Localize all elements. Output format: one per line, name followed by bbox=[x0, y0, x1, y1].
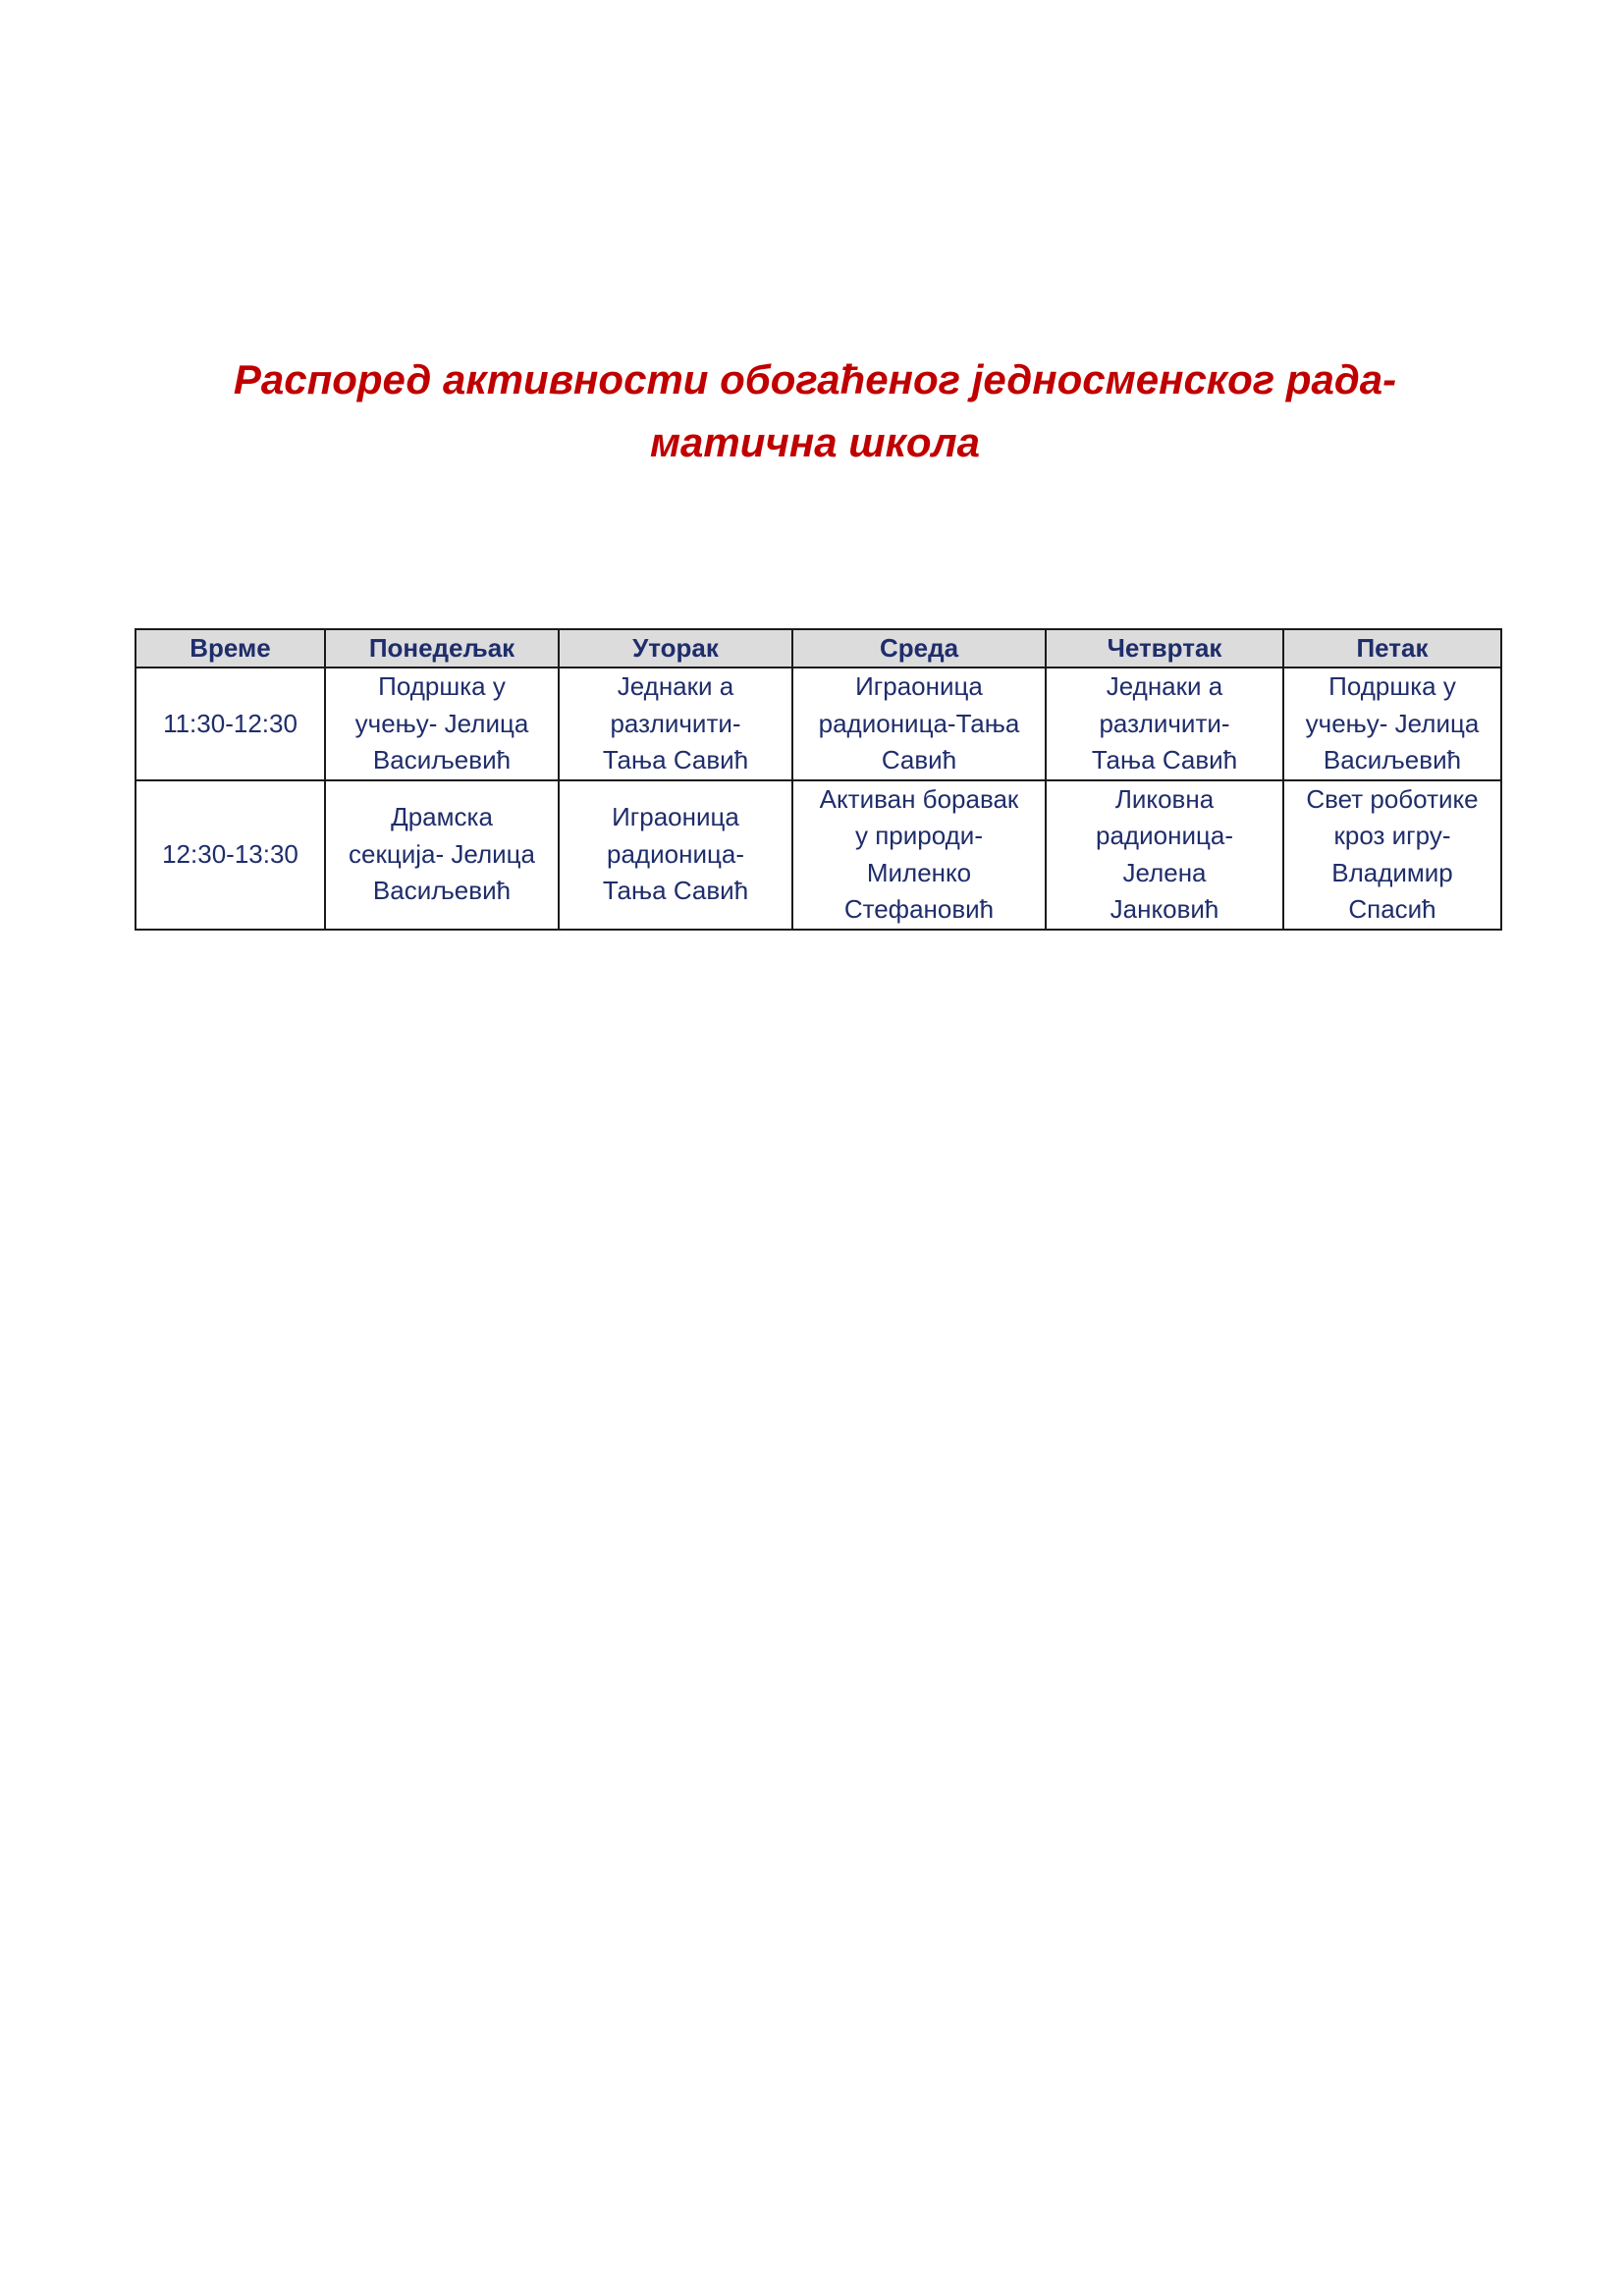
column-header-thursday: Четвртак bbox=[1046, 629, 1283, 667]
cell-line: Стефановић bbox=[843, 894, 995, 924]
cell-line: Ликовна bbox=[1114, 783, 1215, 814]
page-title-line-2: матична школа bbox=[649, 419, 981, 465]
activity-cell-wednesday bbox=[792, 780, 1046, 930]
page-title-line-1: Распоред активности обогаћеног једносменског рада- bbox=[233, 356, 1397, 402]
activity-cell-tuesday bbox=[559, 780, 792, 930]
cell-line: Играоница bbox=[855, 671, 983, 701]
cell-line: кроз игру- bbox=[1333, 821, 1451, 850]
activity-cell-friday bbox=[1283, 780, 1501, 930]
column-header-time: Време bbox=[135, 629, 325, 667]
cell-line: Тања Савић bbox=[602, 745, 749, 774]
activity-cell-friday bbox=[1283, 667, 1501, 780]
time-cell: 12:30-13:30 bbox=[135, 780, 325, 930]
activity-cell-thursday bbox=[1046, 780, 1283, 930]
cell-line: Спасић bbox=[1348, 894, 1436, 924]
cell-line: Свет роботике bbox=[1306, 783, 1479, 814]
cell-line: Савић bbox=[881, 745, 957, 774]
table-row bbox=[135, 780, 1501, 930]
cell-line: Играоница bbox=[612, 802, 739, 832]
activity-cell-monday bbox=[325, 667, 559, 780]
column-header-friday: Петак bbox=[1283, 629, 1501, 667]
cell-line: радионица-Тања bbox=[818, 708, 1020, 738]
cell-line: Јелена bbox=[1122, 857, 1207, 887]
activity-cell-monday bbox=[325, 780, 559, 930]
cell-line: Тања Савић bbox=[602, 876, 749, 906]
column-header-monday: Понедељак bbox=[325, 629, 559, 667]
page-title bbox=[118, 348, 1512, 474]
cell-line: секција- Јелица bbox=[348, 838, 535, 869]
time-cell: 11:30-12:30 bbox=[135, 667, 325, 780]
cell-line: Једнаки а bbox=[1106, 671, 1223, 701]
cell-line: Тања Савић bbox=[1091, 745, 1238, 774]
activity-cell-tuesday bbox=[559, 667, 792, 780]
activity-cell-thursday bbox=[1046, 667, 1283, 780]
column-header-wednesday: Среда bbox=[792, 629, 1046, 667]
cell-line: Активан боравак bbox=[819, 783, 1019, 814]
cell-line: Јанковић bbox=[1110, 894, 1219, 924]
cell-line: радионица- bbox=[607, 838, 744, 869]
cell-line: Васиљевић bbox=[372, 745, 512, 774]
cell-line: у природи- bbox=[855, 821, 983, 850]
cell-line: Драмска bbox=[391, 802, 493, 832]
table-header-row bbox=[135, 629, 1501, 667]
cell-line: Миленко bbox=[866, 857, 972, 887]
cell-line: учењу- Јелица bbox=[1305, 708, 1480, 738]
cell-line: Подршка у bbox=[1328, 671, 1456, 701]
cell-line: Владимир bbox=[1331, 857, 1453, 887]
cell-line: различити- bbox=[610, 708, 741, 738]
cell-line: Једнаки а bbox=[617, 671, 734, 701]
cell-line: Васиљевић bbox=[1323, 745, 1462, 774]
cell-line: различити- bbox=[1099, 708, 1230, 738]
cell-line: Подршка у bbox=[378, 671, 506, 701]
table-row bbox=[135, 667, 1501, 780]
cell-line: радионица- bbox=[1096, 821, 1233, 850]
cell-line: учењу- Јелица bbox=[354, 708, 529, 738]
schedule-table bbox=[135, 628, 1502, 931]
activity-cell-wednesday bbox=[792, 667, 1046, 780]
cell-line: Васиљевић bbox=[372, 876, 512, 906]
column-header-tuesday: Уторак bbox=[559, 629, 792, 667]
